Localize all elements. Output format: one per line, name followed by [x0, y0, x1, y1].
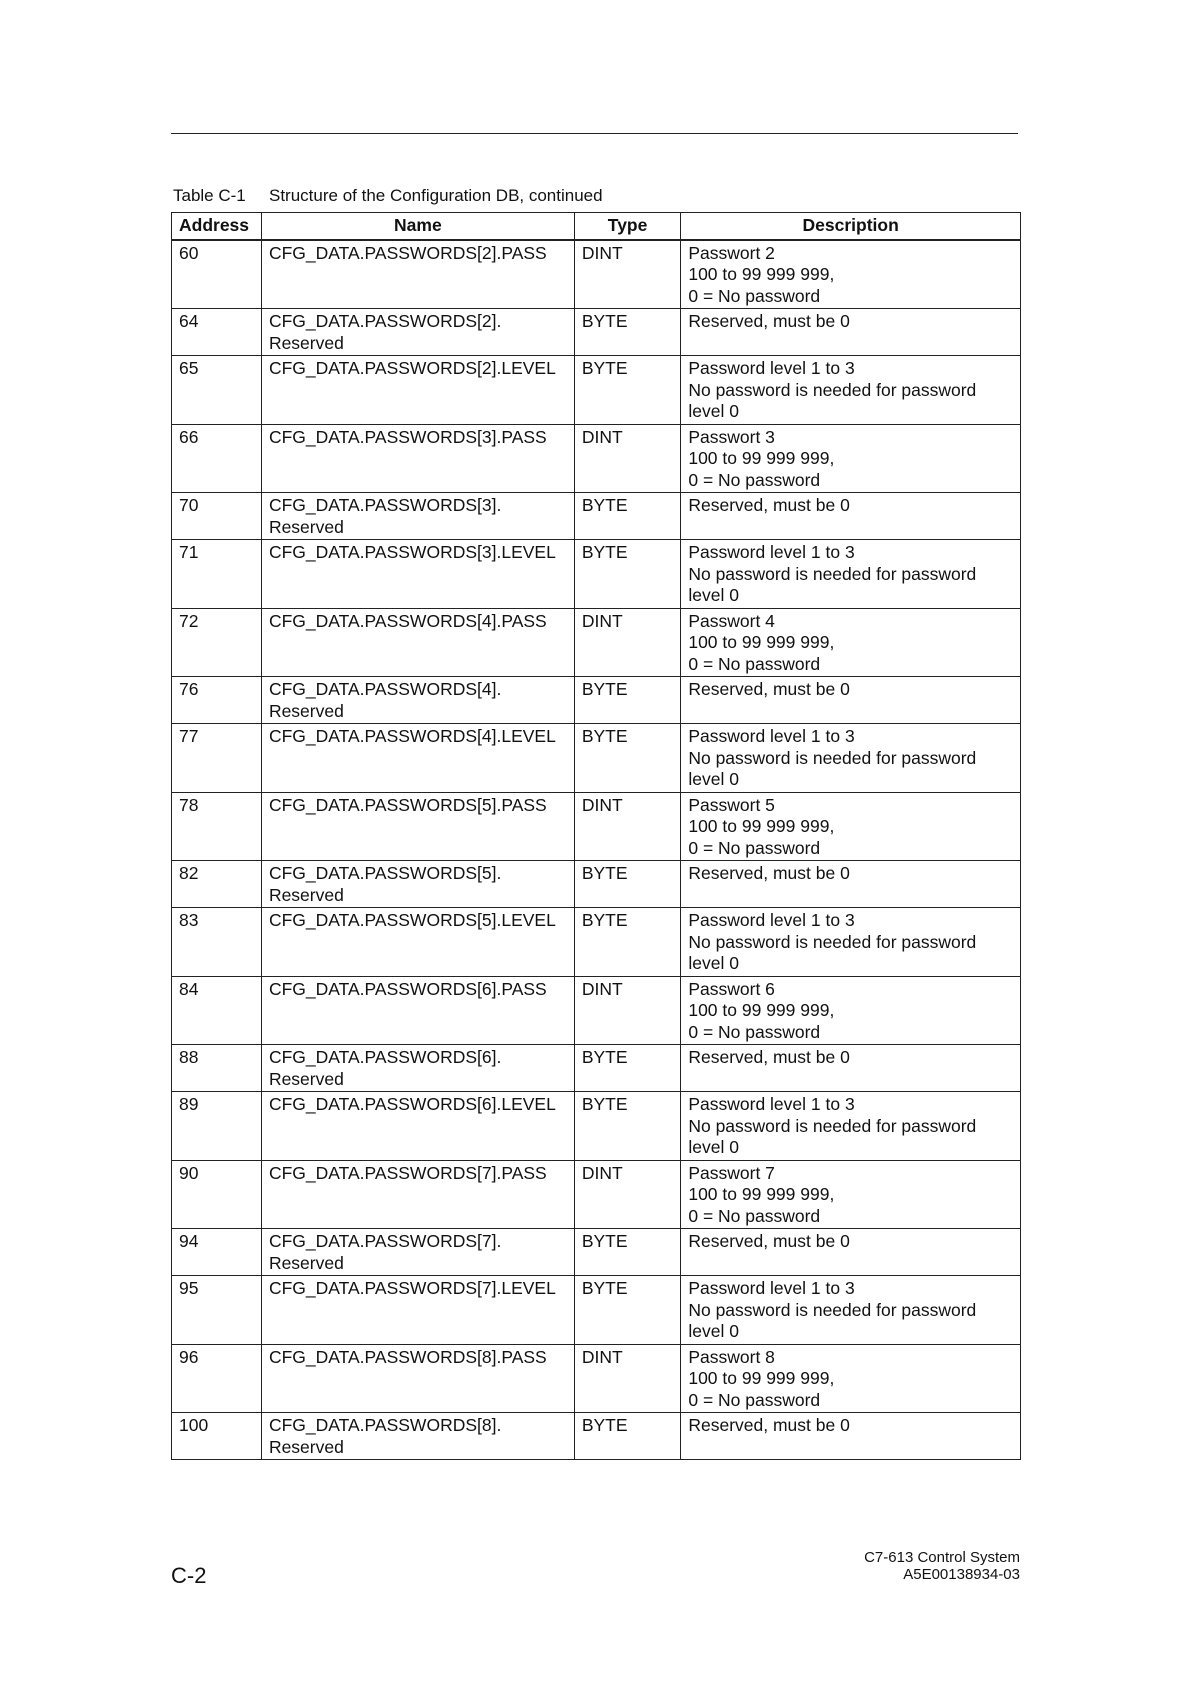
cell-type: BYTE — [574, 309, 681, 356]
cell-type: DINT — [574, 240, 681, 309]
table-caption — [173, 186, 603, 206]
cell-address: 94 — [172, 1229, 262, 1276]
cell-name — [261, 1413, 574, 1460]
cell-name-line: CFG_DATA.PASSWORDS[8]. — [268, 1415, 502, 1435]
table-row — [172, 1092, 1021, 1161]
cell-name — [261, 792, 574, 861]
cell-name-line: CFG_DATA.PASSWORDS[4].PASS — [268, 610, 547, 631]
cell-type: BYTE — [574, 677, 681, 724]
cell-address: 78 — [172, 792, 262, 861]
cell-description-line: Reserved, must be 0 — [688, 679, 850, 699]
cell-description — [681, 608, 1021, 677]
cell-description-line: 0 = No password — [688, 285, 821, 306]
cell-description-line: 100 to 99 999 999, — [688, 1368, 835, 1388]
cell-description — [681, 1160, 1021, 1229]
cell-description-line: 0 = No password — [688, 837, 821, 858]
cell-description — [681, 356, 1021, 425]
cell-name — [261, 1229, 574, 1276]
cell-name — [261, 1045, 574, 1092]
cell-description-line: Passwort 6 — [688, 978, 775, 999]
column-header-type: Type — [574, 213, 681, 240]
cell-description — [681, 976, 1021, 1045]
cell-address: 71 — [172, 540, 262, 609]
cell-name-line: CFG_DATA.PASSWORDS[4]. — [268, 679, 502, 699]
cell-description — [681, 1045, 1021, 1092]
cell-address: 77 — [172, 724, 262, 793]
cell-name — [261, 1092, 574, 1161]
table-row — [172, 792, 1021, 861]
cell-type: BYTE — [574, 1045, 681, 1092]
cell-name — [261, 1344, 574, 1413]
cell-address: 65 — [172, 356, 262, 425]
table-header-row — [172, 213, 1021, 240]
cell-name — [261, 540, 574, 609]
cell-description — [681, 1344, 1021, 1413]
cell-description-line: Password level 1 to 3 — [688, 542, 855, 562]
cell-description — [681, 908, 1021, 977]
cell-name — [261, 908, 574, 977]
cell-description — [681, 861, 1021, 908]
cell-name-line: Reserved — [268, 1436, 344, 1457]
cell-description-line: level 0 — [688, 1321, 739, 1341]
cell-address: 64 — [172, 309, 262, 356]
cell-address: 88 — [172, 1045, 262, 1092]
configuration-db-table — [171, 212, 1021, 1460]
cell-type: BYTE — [574, 540, 681, 609]
column-header-description: Description — [681, 213, 1021, 240]
cell-address: 95 — [172, 1276, 262, 1345]
cell-address: 84 — [172, 976, 262, 1045]
table-row — [172, 1160, 1021, 1229]
cell-description-line: No password is needed for password — [688, 747, 977, 768]
table-row — [172, 608, 1021, 677]
cell-description-line: Password level 1 to 3 — [688, 1278, 855, 1298]
table-row — [172, 1344, 1021, 1413]
cell-description-line: No password is needed for password — [688, 931, 977, 952]
cell-name-line: CFG_DATA.PASSWORDS[2].LEVEL — [268, 358, 556, 378]
cell-name — [261, 724, 574, 793]
cell-address: 90 — [172, 1160, 262, 1229]
cell-description-line: 0 = No password — [688, 1389, 821, 1410]
cell-description-line: No password is needed for password — [688, 379, 977, 400]
cell-description-line: Reserved, must be 0 — [688, 311, 850, 331]
cell-description-line: Passwort 7 — [688, 1162, 775, 1183]
cell-description-line: No password is needed for password — [688, 563, 977, 584]
table-caption-number: Table C-1 — [173, 186, 246, 205]
cell-description-line: No password is needed for password — [688, 1299, 977, 1320]
cell-name-line: CFG_DATA.PASSWORDS[2]. — [268, 311, 502, 331]
cell-description-line: Reserved, must be 0 — [688, 495, 850, 515]
cell-name — [261, 240, 574, 309]
cell-name — [261, 976, 574, 1045]
cell-address: 76 — [172, 677, 262, 724]
table-row — [172, 1413, 1021, 1460]
cell-address: 96 — [172, 1344, 262, 1413]
cell-description-line: 100 to 99 999 999, — [688, 1184, 835, 1204]
cell-name-line: CFG_DATA.PASSWORDS[3]. — [268, 495, 502, 515]
cell-description-line: Password level 1 to 3 — [688, 910, 855, 930]
cell-name-line: CFG_DATA.PASSWORDS[6].LEVEL — [268, 1094, 556, 1114]
cell-name — [261, 424, 574, 493]
cell-type: BYTE — [574, 493, 681, 540]
document-number: A5E00138934-03 — [903, 1566, 1020, 1583]
cell-description-line: 100 to 99 999 999, — [688, 1000, 835, 1020]
table-row — [172, 976, 1021, 1045]
cell-name-line: CFG_DATA.PASSWORDS[7]. — [268, 1231, 502, 1251]
cell-address: 83 — [172, 908, 262, 977]
cell-description-line: 100 to 99 999 999, — [688, 448, 835, 468]
table-row — [172, 1229, 1021, 1276]
cell-description — [681, 724, 1021, 793]
cell-description — [681, 1276, 1021, 1345]
table-row — [172, 908, 1021, 977]
table-row — [172, 1045, 1021, 1092]
footer-document-info — [864, 1549, 1020, 1583]
cell-name — [261, 1160, 574, 1229]
cell-name-line: Reserved — [268, 332, 344, 353]
cell-description-line: Passwort 5 — [688, 794, 775, 815]
cell-type: BYTE — [574, 1413, 681, 1460]
cell-description-line: Reserved, must be 0 — [688, 863, 850, 883]
cell-name-line: CFG_DATA.PASSWORDS[6].PASS — [268, 978, 547, 999]
cell-description-line: 0 = No password — [688, 653, 821, 674]
table-row — [172, 493, 1021, 540]
table-row — [172, 861, 1021, 908]
cell-description-line: Passwort 4 — [688, 610, 775, 631]
cell-type: BYTE — [574, 1092, 681, 1161]
cell-name-line: CFG_DATA.PASSWORDS[3].LEVEL — [268, 542, 556, 562]
cell-name — [261, 356, 574, 425]
table-row — [172, 724, 1021, 793]
cell-description — [681, 309, 1021, 356]
cell-type: DINT — [574, 976, 681, 1045]
cell-description-line: Reserved, must be 0 — [688, 1231, 850, 1251]
cell-name-line: Reserved — [268, 884, 344, 905]
cell-address: 89 — [172, 1092, 262, 1161]
cell-address: 70 — [172, 493, 262, 540]
cell-description — [681, 540, 1021, 609]
cell-address: 66 — [172, 424, 262, 493]
table-caption-title: Structure of the Configuration DB, continued — [269, 186, 603, 205]
table-row — [172, 309, 1021, 356]
cell-description-line: level 0 — [688, 585, 739, 605]
cell-name — [261, 677, 574, 724]
cell-address: 60 — [172, 240, 262, 309]
cell-type: BYTE — [574, 1229, 681, 1276]
cell-name-line: Reserved — [268, 700, 344, 721]
page-number: C-2 — [171, 1563, 207, 1588]
cell-description-line: level 0 — [688, 1137, 739, 1157]
cell-description-line: 100 to 99 999 999, — [688, 264, 835, 284]
cell-description-line: No password is needed for password — [688, 1115, 977, 1136]
cell-name-line: CFG_DATA.PASSWORDS[5]. — [268, 863, 502, 883]
cell-description-line: 100 to 99 999 999, — [688, 816, 835, 836]
cell-description-line: Reserved, must be 0 — [688, 1047, 850, 1067]
cell-description-line: level 0 — [688, 953, 739, 973]
table-row — [172, 677, 1021, 724]
table-body — [172, 240, 1021, 1460]
manual-title: C7-613 Control System — [864, 1549, 1020, 1566]
table-row — [172, 540, 1021, 609]
cell-type: DINT — [574, 1344, 681, 1413]
cell-name-line: CFG_DATA.PASSWORDS[4].LEVEL — [268, 726, 556, 746]
cell-description-line: level 0 — [688, 401, 739, 421]
cell-address: 82 — [172, 861, 262, 908]
cell-name-line: CFG_DATA.PASSWORDS[7].PASS — [268, 1162, 547, 1183]
cell-type: BYTE — [574, 356, 681, 425]
cell-name-line: CFG_DATA.PASSWORDS[5].LEVEL — [268, 910, 556, 930]
cell-description-line: Passwort 2 — [688, 242, 775, 263]
cell-description — [681, 240, 1021, 309]
cell-description-line: 0 = No password — [688, 469, 821, 490]
cell-description-line: Password level 1 to 3 — [688, 358, 855, 378]
header-rule — [171, 133, 1018, 134]
cell-description-line: Password level 1 to 3 — [688, 726, 855, 746]
cell-description — [681, 424, 1021, 493]
cell-description-line: 0 = No password — [688, 1205, 821, 1226]
cell-type: DINT — [574, 1160, 681, 1229]
cell-name-line: CFG_DATA.PASSWORDS[2].PASS — [268, 242, 547, 263]
cell-name — [261, 861, 574, 908]
cell-type: DINT — [574, 608, 681, 677]
table-row — [172, 1276, 1021, 1345]
table-row — [172, 356, 1021, 425]
cell-description-line: Passwort 3 — [688, 426, 775, 447]
cell-description-line: 0 = No password — [688, 1021, 821, 1042]
cell-type: DINT — [574, 792, 681, 861]
cell-name-line: CFG_DATA.PASSWORDS[6]. — [268, 1047, 502, 1067]
cell-name-line: CFG_DATA.PASSWORDS[8].PASS — [268, 1346, 547, 1367]
column-header-name: Name — [261, 213, 574, 240]
cell-address: 100 — [172, 1413, 262, 1460]
cell-name-line: CFG_DATA.PASSWORDS[3].PASS — [268, 426, 547, 447]
table-row — [172, 240, 1021, 309]
cell-name-line: Reserved — [268, 1252, 344, 1273]
table-row — [172, 424, 1021, 493]
cell-type: BYTE — [574, 908, 681, 977]
cell-name — [261, 1276, 574, 1345]
cell-address: 72 — [172, 608, 262, 677]
cell-description — [681, 1229, 1021, 1276]
cell-description — [681, 792, 1021, 861]
cell-name-line: Reserved — [268, 1068, 344, 1089]
cell-name — [261, 608, 574, 677]
cell-description-line: level 0 — [688, 769, 739, 789]
cell-type: BYTE — [574, 724, 681, 793]
cell-type: BYTE — [574, 861, 681, 908]
cell-description-line: 100 to 99 999 999, — [688, 632, 835, 652]
column-header-address: Address — [172, 213, 262, 240]
cell-name-line: CFG_DATA.PASSWORDS[5].PASS — [268, 794, 547, 815]
cell-description-line: Reserved, must be 0 — [688, 1415, 850, 1435]
cell-name-line: Reserved — [268, 516, 344, 537]
cell-type: BYTE — [574, 1276, 681, 1345]
cell-description — [681, 1092, 1021, 1161]
cell-description — [681, 677, 1021, 724]
cell-description-line: Passwort 8 — [688, 1346, 775, 1367]
cell-name — [261, 309, 574, 356]
cell-name — [261, 493, 574, 540]
cell-type: DINT — [574, 424, 681, 493]
cell-name-line: CFG_DATA.PASSWORDS[7].LEVEL — [268, 1278, 556, 1298]
cell-description — [681, 1413, 1021, 1460]
cell-description — [681, 493, 1021, 540]
cell-description-line: Password level 1 to 3 — [688, 1094, 855, 1114]
